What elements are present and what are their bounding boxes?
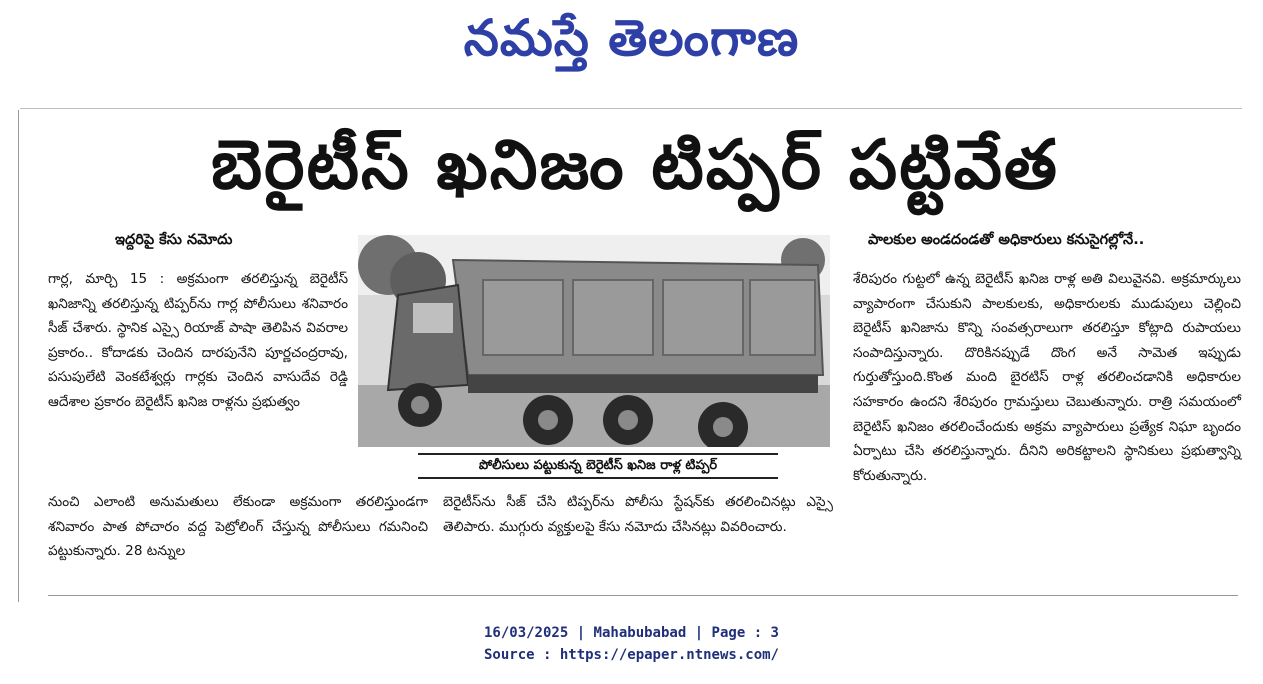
photo-caption: పోలీసులు పట్టుకున్న బెరైటీస్ ఖనిజ రాళ్ల టిప్పర్ [418,453,778,479]
footer-source-link[interactable]: Source : https://epaper.ntnews.com/ [483,647,779,663]
footer-date-edition: 16/03/2025 | Mahabubabad | Page : 3 [483,625,779,641]
bottom-divider [48,595,1238,596]
article-column-3 [853,267,1241,488]
article-paragraph: గార్ల, మార్చి 15 : అక్రమంగా తరలిస్తున్న బెరైటీస్ ఖనిజాన్ని తరలిస్తున్న టిప్పర్‌ను గార్ల పోలీసులు శనివారం సీజ్ చేశారు. స్థానిక ఎస్సై రియాజ్ పాషా తెలిపిన వివరాల ప్రకారం.. కోదాడకు చెందిన దారపునేని పూర్ణచంద్రరావు, పసుపులేటి వెంకటేశ్వర్లు గార్లకు చెందిన వాసుదేవ రెడ్డి ఆదేశాల ప్రకారం బెరైటీస్ ఖనిజ రాళ్లను ప్రభుత్వం [48,271,348,410]
article-paragraph: శేరిపురం గుట్టలో ఉన్న బెరైటీస్ ఖనిజ రాళ్ల అతి విలువైనవి. అక్రమార్కులు వ్యాపారంగా చేసుకుని పాలకులకు, అధికారులకు ముడుపులు చెల్లించి బెరైటీస్ ఖనిజాను కొన్ని సంవత్సరాలుగా తరలిస్తూ కోట్లాది రుపాయలు సంపాదిస్తున్నారు. దొరికినప్పుడే దొంగ అనే సామెత ఇప్పుడు గుర్తుతోస్తుంది.కొంత మంది బైరటిస్ రాళ్ల తరలించడానికి అధికారుల సహకారం ఉందని శేరిపురం గ్రామస్తులు చెబుతున్నారు. రాత్రి సమయంలో బెరైటిస్ ఖనిజం తరలించేందుకు అక్రమ వ్యాపారులు ప్రత్యేక నిఘా బృందం ఏర్పాటు చేసి తరలిస్తున్నారు. దీనిని అరికట్టాలని స్థానికులు ప్రభుత్వాన్ని కోరుతున్నారు. [853,271,1241,484]
tipper-truck-photo [358,235,830,447]
article-column-2 [443,490,833,539]
article-column-1-bottom [48,490,428,564]
page-footer [0,622,1263,666]
top-divider [20,108,1242,109]
left-margin-line [18,110,19,602]
masthead-logo: నమస్తే తెలంగాణ [463,9,800,67]
subheading-left: ఇద్దరిపై కేసు నమోదు [115,232,233,248]
article-paragraph: నుంచి ఎలాంటి అనుమతులు లేకుండా అక్రమంగా తరలిస్తుండగా శనివారం పాత పోచారం వద్ద పెట్రోలింగ్ చేస్తున్న పోలీసులు గమనించి పట్టుకున్నారు. 28 టన్నుల [48,494,428,560]
article-column-1-top [48,267,348,415]
article-paragraph: బెరైటీస్‌ను సీజ్ చేసి టిప్పర్‌ను పోలీసు స్టేషన్‌కు తరలించినట్లు ఎస్సై తెలిపారు. ముగ్గురు వ్యక్తులపై కేసు నమోదు చేసినట్లు వివరించారు. [443,494,833,535]
subheading-right: పాలకుల అండదండతో అధికారులు కనుసైగల్లోనే.. [868,232,1145,248]
article-headline: బెరైటీస్ ఖనిజం టిప్పర్ పట్టివేత [211,126,1059,205]
